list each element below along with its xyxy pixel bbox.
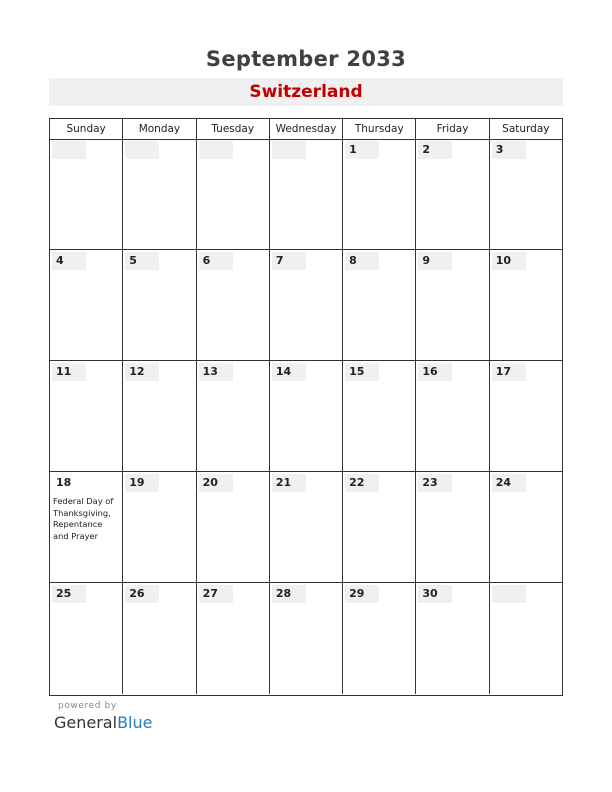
day-number: 27 [202,587,218,600]
day-number: 7 [275,254,284,267]
day-number: 11 [56,365,72,378]
day-number-box [199,474,233,492]
day-number: 24 [495,476,511,489]
day-number: 25 [56,587,72,600]
day-number-box [418,474,452,492]
day-number-box [418,141,452,159]
day-number-box [345,141,379,159]
day-cell[interactable] [490,361,562,471]
day-number: 20 [202,476,218,489]
day-cell[interactable] [123,361,196,471]
day-cell[interactable] [416,139,489,249]
day-number: 14 [275,365,292,378]
day-number: 9 [422,254,431,267]
day-number-box [125,363,159,381]
day-number-box [199,363,233,381]
day-number-box [52,585,86,603]
day-number-box [272,141,306,159]
day-number-box [418,585,452,603]
day-number-box [199,252,233,270]
day-number-box [492,141,526,159]
day-cell[interactable] [490,250,562,360]
day-cell[interactable] [490,472,562,582]
week-row [50,472,562,583]
week-row [50,139,562,250]
day-cell[interactable] [50,583,123,694]
day-number-box [345,363,379,381]
day-number: 4 [56,254,64,267]
day-cell[interactable] [197,472,270,582]
day-number: 15 [349,365,365,378]
day-cell[interactable] [343,139,416,249]
day-number-box [492,363,526,381]
day-number-box [345,474,379,492]
day-cell[interactable] [197,583,270,694]
day-number: 2 [422,143,431,156]
calendar-title: September 2033 [205,47,407,71]
weekday-tuesday: Tuesday [197,119,270,139]
day-number: 3 [495,143,504,156]
brand-logo[interactable] [54,713,152,732]
day-cell[interactable] [416,472,489,582]
day-number-box [272,363,306,381]
day-number: 26 [129,587,145,600]
day-cell[interactable] [416,250,489,360]
weekday-monday: Monday [123,119,196,139]
brand-general: General [54,713,118,732]
weekday-header [50,119,562,140]
day-cell[interactable] [343,250,416,360]
day-number: 18 [56,476,72,489]
day-number: 5 [129,254,137,267]
weekday-saturday: Saturday [502,123,550,135]
day-cell[interactable] [416,583,489,694]
country-banner [49,78,563,106]
day-cell[interactable] [270,361,343,471]
day-cell[interactable] [197,139,270,249]
day-number-box [492,252,526,270]
day-cell[interactable] [270,139,343,249]
day-cell[interactable] [50,250,123,360]
day-number-box [125,141,159,159]
day-cell[interactable] [416,361,489,471]
day-number: 19 [129,476,145,489]
day-number: 17 [495,365,511,378]
day-cell[interactable] [123,583,196,694]
day-number-box [52,474,86,492]
day-number-box [492,474,526,492]
day-number-box [52,252,86,270]
day-cell[interactable] [343,472,416,582]
day-cell[interactable] [270,583,343,694]
day-number-box [418,252,452,270]
week-row [50,583,562,694]
day-number: 30 [422,587,438,600]
day-number-box [418,363,452,381]
day-cell[interactable] [50,361,123,471]
powered-by-label: powered by [58,701,117,711]
day-cell[interactable] [490,583,562,694]
weekday-friday: Friday [416,119,489,139]
week-row [50,250,562,361]
week-row [50,361,562,472]
day-number-box [272,474,306,492]
weekday-wednesday: Wednesday [270,119,343,139]
day-number: 28 [275,587,292,600]
day-number: 13 [202,365,218,378]
day-cell[interactable] [123,472,196,582]
day-cell[interactable] [270,472,343,582]
day-cell[interactable] [50,472,123,582]
day-number-box [125,585,159,603]
day-number: 29 [349,587,365,600]
day-number: 16 [422,365,438,378]
day-number: 22 [349,476,365,489]
day-number: 21 [275,476,292,489]
day-number-box [345,585,379,603]
day-cell[interactable] [197,250,270,360]
day-number-box [52,363,86,381]
day-cell[interactable] [343,583,416,694]
day-number: 10 [495,254,511,267]
holiday-event: Federal Day of Thanksgiving, Repentance and Prayer [53,496,114,541]
brand-blue: Blue [117,713,153,732]
day-cell[interactable] [123,139,196,249]
day-cell[interactable] [490,139,562,249]
calendar-grid [49,118,563,696]
day-number: 1 [349,143,357,156]
day-number-box [199,585,233,603]
weekday-thursday: Thursday [343,119,416,139]
day-number-box [52,141,86,159]
weekday-sunday: Sunday [50,119,123,139]
day-number: 8 [349,254,357,267]
day-number-box [199,141,233,159]
day-number-box [345,252,379,270]
day-number-box [272,585,306,603]
day-number-box [492,585,526,603]
day-number: 6 [202,254,211,267]
day-cell[interactable] [270,250,343,360]
day-cell[interactable] [343,361,416,471]
day-cell[interactable] [123,250,196,360]
day-cell[interactable] [197,361,270,471]
day-number-box [125,252,159,270]
day-number-box [272,252,306,270]
country-name: Switzerland [249,82,363,102]
day-number: 12 [129,365,145,378]
day-number: 23 [422,476,438,489]
day-cell[interactable] [50,139,123,249]
day-number-box [125,474,159,492]
